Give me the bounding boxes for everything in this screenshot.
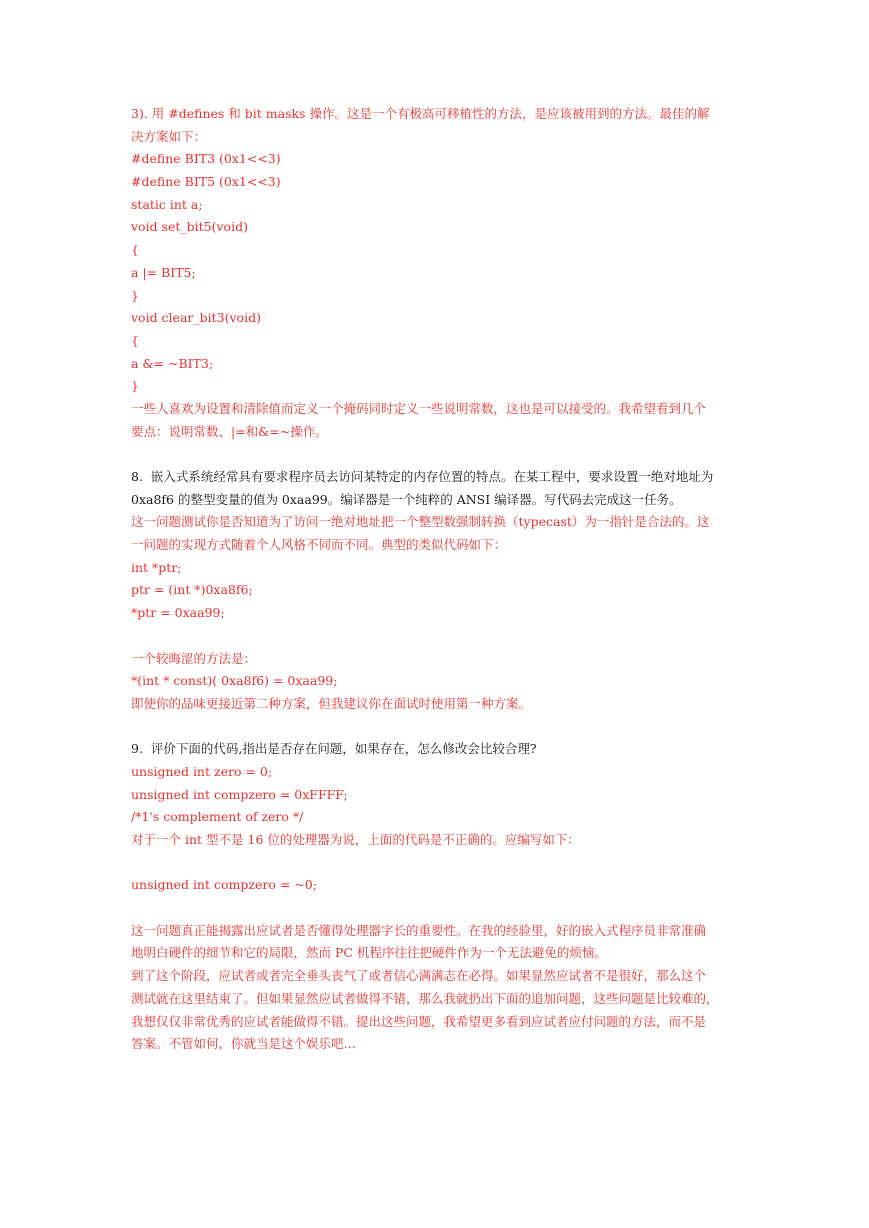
answer-line: 这一问题测试你是否知道为了访问一绝对地址把一个整型数强制转换（typecast）为一指针是合法的。这 <box>131 514 710 530</box>
answer-line: 一个较晦涩的方法是： <box>131 650 257 666</box>
blank-line <box>131 852 741 875</box>
answer-line: 测试就在这里结束了。但如果显然应试者做得不错，那么我就扔出下面的追加问题，这些问题是比较难的， <box>131 990 719 1006</box>
question-line: 9. 评价下面的代码,指出是否存在问题，如果存在，怎么修改会比较合理? <box>131 741 537 757</box>
answer-line: *ptr = 0xaa99; <box>131 605 225 621</box>
answer-line: 答案。不管如何，你就当是这个娱乐吧… <box>131 1036 357 1052</box>
blank-line <box>131 443 741 466</box>
answer-line: } <box>131 287 139 303</box>
answer-line: /*1's complement of zero */ <box>131 809 304 825</box>
answer-line: 一些人喜欢为设置和清除值而定义一个掩码同时定义一些说明常数，这也是可以接受的。我希望看到几个 <box>131 400 707 416</box>
question-line: 0xa8f6 的整型变量的值为 0xaa99。编译器是一个纯粹的 ANSI 编译器。写代码去完成这一任务。 <box>131 491 682 507</box>
answer-line: 决方案如下： <box>131 128 207 144</box>
blank-line <box>131 716 741 739</box>
document-body <box>131 103 741 1056</box>
answer-line: *(int * const)( 0xa8f6) = 0xaa99; <box>131 673 338 689</box>
answer-line: 即使你的品味更接近第二种方案，但我建议你在面试时使用第一种方案。 <box>131 695 532 711</box>
answer-line: 地明白硬件的细节和它的局限，然而 PC 机程序往往把硬件作为一个无法避免的烦恼。 <box>131 945 607 961</box>
answer-line: void clear_bit3(void) <box>131 310 261 326</box>
answer-line: int *ptr; <box>131 559 182 575</box>
answer-line: unsigned int compzero = ~0; <box>131 877 317 893</box>
answer-line: void set_bit5(void) <box>131 219 248 235</box>
answer-line: 3). 用 #defines 和 bit masks 操作。这是一个有极高可移植性的方法，是应该被用到的方法。最佳的解 <box>131 106 710 121</box>
answer-line: static int a; <box>131 196 203 212</box>
answer-line: 这一问题真正能揭露出应试者是否懂得处理器字长的重要性。在我的经验里，好的嵌入式程序员非常准确 <box>131 922 707 938</box>
answer-line: } <box>131 378 139 394</box>
answer-line: 到了这个阶段，应试者或者完全垂头丧气了或者信心满满志在必得。如果显然应试者不是很好，那么这个 <box>131 968 707 984</box>
blank-line <box>131 897 741 920</box>
answer-line: #define BIT5 (0x1<<3) <box>131 174 281 190</box>
document-page <box>131 103 741 1056</box>
answer-line: unsigned int zero = 0; <box>131 763 273 779</box>
answer-line: #define BIT3 (0x1<<3) <box>131 151 281 167</box>
answer-line: { <box>131 242 139 258</box>
answer-line: 对于一个 int 型不是 16 位的处理器为说，上面的代码是不正确的。应编写如下： <box>131 832 580 847</box>
answer-line: unsigned int compzero = 0xFFFF; <box>131 786 348 802</box>
answer-line: 我想仅仅非常优秀的应试者能做得不错。提出这些问题，我希望更多看到应试者应付问题的方法，而不是 <box>131 1013 707 1029</box>
answer-line: a &= ~BIT3; <box>131 355 214 371</box>
answer-line: { <box>131 332 139 348</box>
answer-line: 一问题的实现方式随着个人风格不同而不同。典型的类似代码如下： <box>131 537 507 553</box>
answer-line: ptr = (int *)0xa8f6; <box>131 582 253 598</box>
answer-line: a |= BIT5; <box>131 264 196 280</box>
blank-line <box>131 625 741 648</box>
answer-line: 要点：说明常数、|=和&=~操作。 <box>131 423 328 439</box>
question-line: 8. 嵌入式系统经常具有要求程序员去访问某特定的内存位置的特点。在某工程中，要求设置一绝对地址为 <box>131 469 714 484</box>
